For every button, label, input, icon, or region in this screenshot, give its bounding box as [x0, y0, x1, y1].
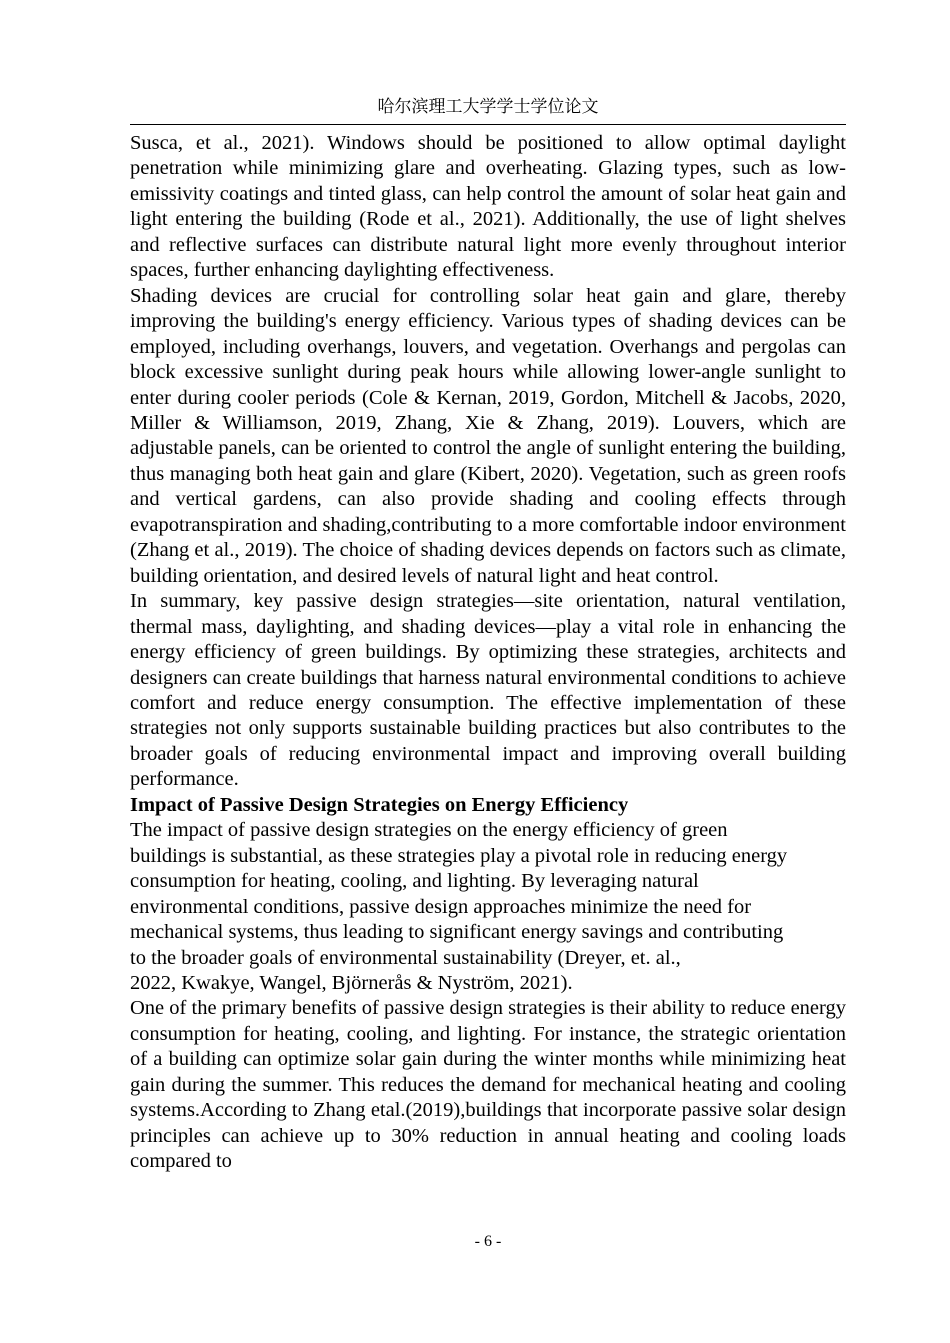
paragraph-summary: In summary, key passive design strategies—site orientation, natural ventilation, thermal mass, daylighting, and shading devices—play a vital role in enhancing the energy efficiency of green buildings. By optimizing these strategies, architects and designers can create buildings that harness natural environmental conditions to achieve comfort and reduce energy consumption. The effective implementation of these strategies not only supports sustainable building practices but also contributes to the broader goals of reducing environmental impact and improving overall building performance.: [130, 590, 846, 791]
paragraph-impact-line: environmental conditions, passive design approaches minimize the need for: [130, 895, 752, 918]
paragraph-impact-line: The impact of passive design strategies on the energy efficiency of green: [130, 819, 728, 842]
paragraph-impact-line: buildings is substantial, as these strategies play a pivotal role in reducing energy: [130, 844, 788, 867]
section-heading: Impact of Passive Design Strategies on Energy Efficiency: [130, 793, 629, 816]
paragraph-impact-line: mechanical systems, thus leading to significant energy savings and contributing: [130, 921, 784, 944]
page-number: - 6 -: [474, 1233, 502, 1250]
paragraph-shading-devices: Shading devices are crucial for controlling solar heat gain and glare, thereby improving the building's energy efficiency. Various types of shading devices can be employed, including overhangs, louvers, and vegetation. Overhangs and pergolas can block excessive sunlight during peak hours while allowing lower-angle sunlight to enter during cooler periods (Cole & Kernan, 2019, Gordon, Mitchell & Jacobs, 2020, Miller & Williamson, 2019, Zhang, Xie & Zhang, 2019). Louvers, which are adjustable panels, can be oriented to control the angle of sunlight entering the building, thus managing both heat gain and glare (Kibert, 2020). Vegetation, such as green roofs and vertical gardens, can also provide shading and cooling effects through evapotranspiration and shading,contributing to a more comfortable indoor environment (Zhang et al., 2019). The choice of shading devices depends on factors such as climate, building orientation, and desired levels of natural light and heat control.: [130, 284, 846, 587]
paragraph-impact-line: consumption for heating, cooling, and lighting. By leveraging natural: [130, 870, 699, 893]
paragraph-impact-line: 2022, Kwakye, Wangel, Björnerås & Nyström, 2021).: [130, 971, 573, 994]
paragraph-impact-line: to the broader goals of environmental sustainability (Dreyer, et. al.,: [130, 946, 681, 969]
page-header: 哈尔滨理工大学学士学位论文: [377, 97, 599, 116]
paragraph-benefits: One of the primary benefits of passive design strategies is their ability to reduce energy consumption for heating, cooling, and lighting. For instance, the strategic orientation of a building can optimize solar gain during the winter months while minimizing heat gain during the summer. This reduces the demand for mechanical heating and cooling systems.According to Zhang etal.(2019),buildings that incorporate passive solar design principles can achieve up to 30% reduction in annual heating and cooling loads compared to: [130, 997, 846, 1173]
paragraph-daylighting: Susca, et al., 2021). Windows should be positioned to allow optimal daylight penetration while minimizing glare and overheating. Glazing types, such as low-emissivity coatings and tinted glass, can help control the amount of solar heat gain and light entering the building (Rode et al., 2021). Additionally, the use of light shelves and reflective surfaces can distribute natural light more evenly throughout interior spaces, further enhancing daylighting effectiveness.: [130, 132, 846, 282]
body-text: [130, 131, 846, 1175]
header-rule: [130, 124, 846, 125]
paragraph-impact: [130, 818, 846, 996]
